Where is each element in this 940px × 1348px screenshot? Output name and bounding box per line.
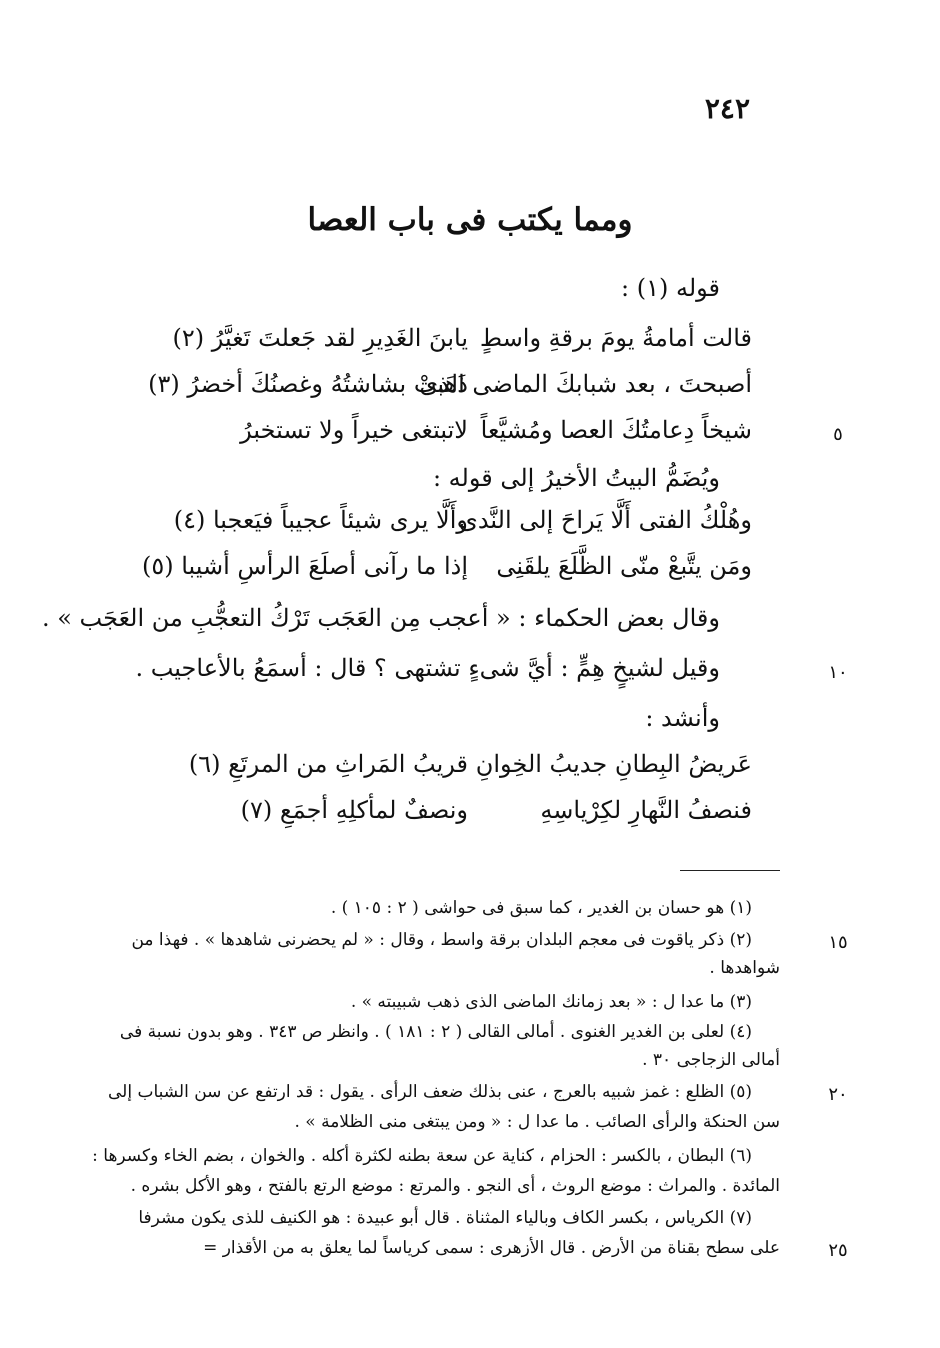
verse-hemistich-first: ومَن يتَّبعْ منّى الظَّلَعَ يلقَنِى	[496, 552, 752, 580]
footnote-line: (١) هو حسان بن الغدير ، كما سبق فى حواشى ( ٢ : ١٠٥ ) .	[330, 898, 752, 918]
verse-hemistich-first: أصبحتَ ، بعد شبابكَ الماضى الذى	[419, 370, 752, 398]
verse-hemistich-second: يابنَ الغَدِيرِ لقد جَعلتَ تَغيَّرُ (٢)	[172, 324, 468, 352]
verse-hemistich-first: وهُلْكُ الفتى أَلَّا يَراحَ إلى النَّدى	[459, 506, 752, 534]
footnote-line: (٢) ذكر ياقوت فى معجم البلدان برقة واسط ، وقال : « لم يحضرنى شاهدها » . فهذا من	[131, 930, 752, 950]
verse-hemistich-second: إذا ما رآنى أصلَعَ الرأسِ أشيبا (٥)	[141, 552, 468, 580]
prose-line: وقال بعض الحكماء : « أعجب مِن العَجَب تَرْكُ التعجُّبِ من العَجَب » .	[41, 604, 720, 632]
footnote-line: (٤) لعلى بن الغدير الغنوى . أمالى القالى ( ٢ : ١٨١ ) . وانظر ص ٣٤٣ . وهو بدون نسبة فى	[119, 1022, 752, 1042]
line-number-marker: ٥	[833, 424, 843, 445]
verse-hemistich-first: قالت أمامةُ يومَ برقةِ واسطٍ	[479, 324, 752, 352]
line-number-marker: ٢٠	[828, 1084, 848, 1105]
line-number-marker: ١٠	[828, 662, 848, 683]
verse-hemistich-second: ذَهَبتْ بشاشتُهُ وغصنُكَ أخضرُ (٣)	[148, 370, 468, 398]
bridge-line: ويُضَمُّ البيتُ الأخيرُ إلى قوله :	[432, 464, 720, 492]
prose-line: وأنشد :	[645, 704, 720, 732]
verse-hemistich-first: شيخاً دِعامتُكَ العصا ومُشيَّعاً	[480, 416, 752, 444]
footnote-line: أمالى الزجاجى ٣٠ .	[642, 1050, 780, 1070]
line-number-marker: ٢٥	[828, 1240, 848, 1261]
verse-hemistich-first: عَريضُ البِطانِ جديبُ الخِوانِ	[475, 750, 752, 778]
verse-hemistich-second: ونصفٌ لمأكلِهِ أجمَعِ (٧)	[240, 796, 468, 824]
footnote-line: على سطح بقناة من الأرض . قال الأزهرى : سمى كرياساً لما يعلق به من الأقذار =	[203, 1238, 780, 1258]
verse-hemistich-first: فنصفُ النَّهارِ لكِرْياسِهِ	[540, 796, 752, 824]
footnote-line: (٣) ما عدا ل : « بعد زمانك الماضى الذى ذهب شبيبته » .	[350, 992, 752, 1012]
footnote-line: سن الحنكة والرأى الصائب . ما عدا ل : « ومن يبتغى منى الظلامة » .	[294, 1112, 780, 1132]
footnote-line: (٧) الكرياس ، بكسر الكاف وبالياء المثناة . قال أبو عبيدة : هو الكنيف للذى يكون مشرفا	[138, 1208, 752, 1228]
verse-hemistich-second: لاتبتغى خيراً ولا تستخبرُ	[240, 416, 468, 444]
footnote-line: المائدة . والمراث : موضع الروث ، أى النجو . والمرتع : موضع الرتع بالفتح ، وهو الأكل بشره .	[130, 1176, 780, 1196]
footnote-line: (٦) البطان ، بالكسر : الحزام ، كناية عن سعة بطنه لكثرة أكله . والخوان ، بضم الخاء وكسرها :	[92, 1146, 752, 1166]
section-title: ومما يكتب فى باب العصا	[307, 202, 633, 238]
line-number-marker: ١٥	[828, 932, 848, 953]
verse-hemistich-second: قريبُ المَراثِ من المرتَعِ (٦)	[188, 750, 468, 778]
footnote-line: (٥) الظلع : غمز شبيه بالعرج ، عنى بذلك ضعف الرأى . يقول : قد ارتفع عن سن الشباب إلى	[107, 1082, 752, 1102]
page-number: ٢٤٢	[704, 92, 750, 125]
footnote-divider	[680, 870, 780, 871]
footnote-line: شواهدها .	[709, 958, 780, 978]
intro-line: قوله (١) :	[620, 274, 720, 302]
verse-hemistich-second: وأَلَّا يرى شيئاً عجيباً فيَعجبا (٤)	[173, 506, 468, 534]
prose-line: وقيل لشيخٍ هِمٍّ : أيَّ شىءٍ تشتهى ؟ قال : أسمَعُ بالأعاجيب .	[135, 654, 720, 682]
